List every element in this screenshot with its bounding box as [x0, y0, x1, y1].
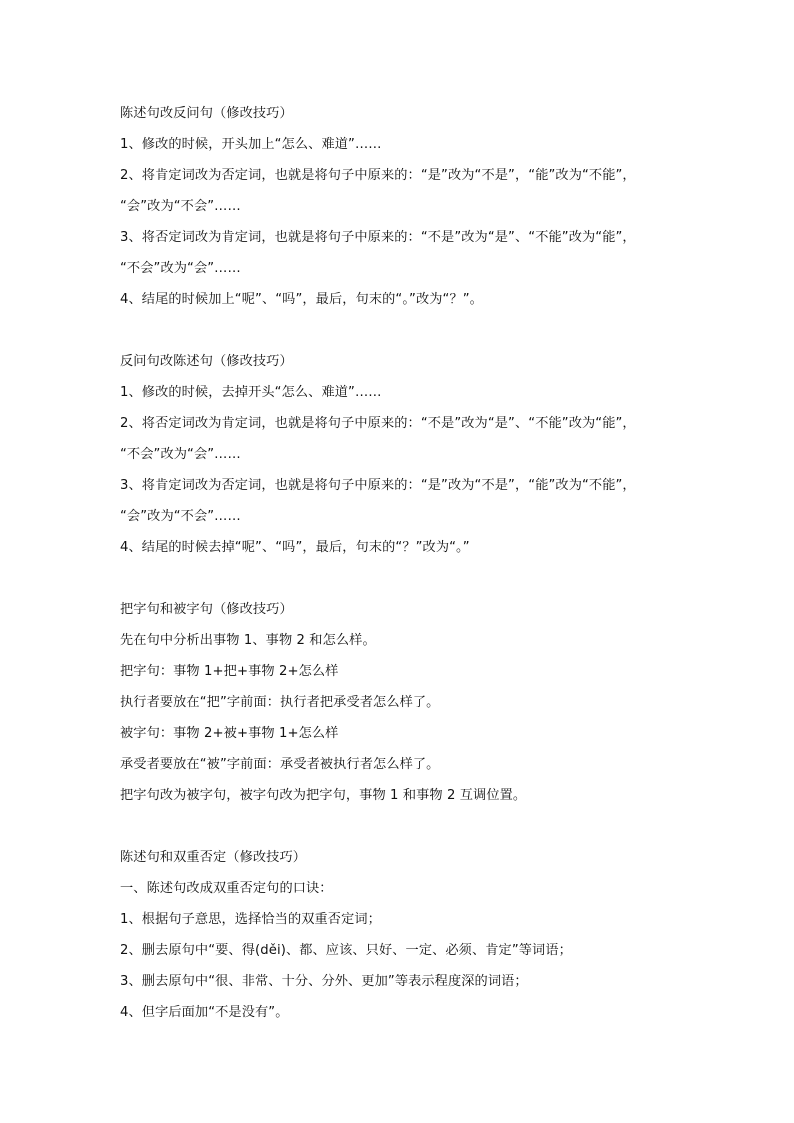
text-line: 把字句改为被字句，被字句改为把字句，事物 1 和事物 2 互调位置。 [120, 788, 527, 803]
document-page [120, 98, 700, 1028]
section-title: 把字句和被字句（修改技巧） [120, 602, 293, 617]
text-line: “会”改为“不会”…… [120, 509, 241, 524]
section-title: 反问句改陈述句（修改技巧） [120, 354, 293, 369]
text-line: 先在句中分析出事物 1、事物 2 和怎么样。 [120, 633, 376, 648]
text-line: “不会”改为“会”…… [120, 261, 241, 276]
text-line: 4、但字后面加“不是没有”。 [120, 1005, 289, 1020]
section-rhetorical-to-statement [120, 346, 700, 563]
text-line: 1、修改的时候，开头加上“怎么、难道”…… [120, 137, 382, 152]
section-ba-and-bei-sentences [120, 594, 700, 811]
text-line: 4、结尾的时候加上“呢”、“吗”，最后，句末的“。”改为“？”。 [120, 292, 483, 307]
text-line: 执行者要放在“把”字前面：执行者把承受者怎么样了。 [120, 695, 440, 710]
text-line: 1、根据句子意思，选择恰当的双重否定词； [120, 912, 381, 927]
text-line: 4、结尾的时候去掉“呢”、“吗”，最后，句末的“？”改为“。” [120, 540, 470, 555]
section-title: 陈述句改反问句（修改技巧） [120, 106, 293, 121]
text-line: 承受者要放在“被”字前面：承受者被执行者怎么样了。 [120, 757, 440, 772]
text-line: “会”改为“不会”…… [120, 199, 241, 214]
section-double-negation [120, 842, 700, 1028]
text-line: 1、修改的时候，去掉开头“怎么、难道”…… [120, 385, 382, 400]
text-line: 2、将否定词改为肯定词，也就是将句子中原来的：“不是”改为“是”、“不能”改为“能”， [120, 416, 636, 431]
section-title: 陈述句和双重否定（修改技巧） [120, 850, 307, 865]
text-line: 3、删去原句中“很、非常、十分、分外、更加”等表示程度深的词语； [120, 974, 528, 989]
text-line: 把字句：事物 1+把+事物 2+怎么样 [120, 664, 339, 679]
text-line: “不会”改为“会”…… [120, 447, 241, 462]
text-line: 3、将肯定词改为否定词，也就是将句子中原来的：“是”改为“不是”，“能”改为“不能”， [120, 478, 636, 493]
section-statement-to-rhetorical [120, 98, 700, 315]
text-line: 3、将否定词改为肯定词，也就是将句子中原来的：“不是”改为“是”、“不能”改为“能”， [120, 230, 636, 245]
text-line: 2、将肯定词改为否定词，也就是将句子中原来的：“是”改为“不是”，“能”改为“不能”， [120, 168, 636, 183]
text-line: 一、陈述句改成双重否定句的口诀： [120, 881, 333, 896]
text-line: 2、删去原句中“要、得(děi)、都、应该、只好、一定、必须、肯定”等词语； [120, 943, 572, 958]
text-line: 被字句：事物 2+被+事物 1+怎么样 [120, 726, 339, 741]
